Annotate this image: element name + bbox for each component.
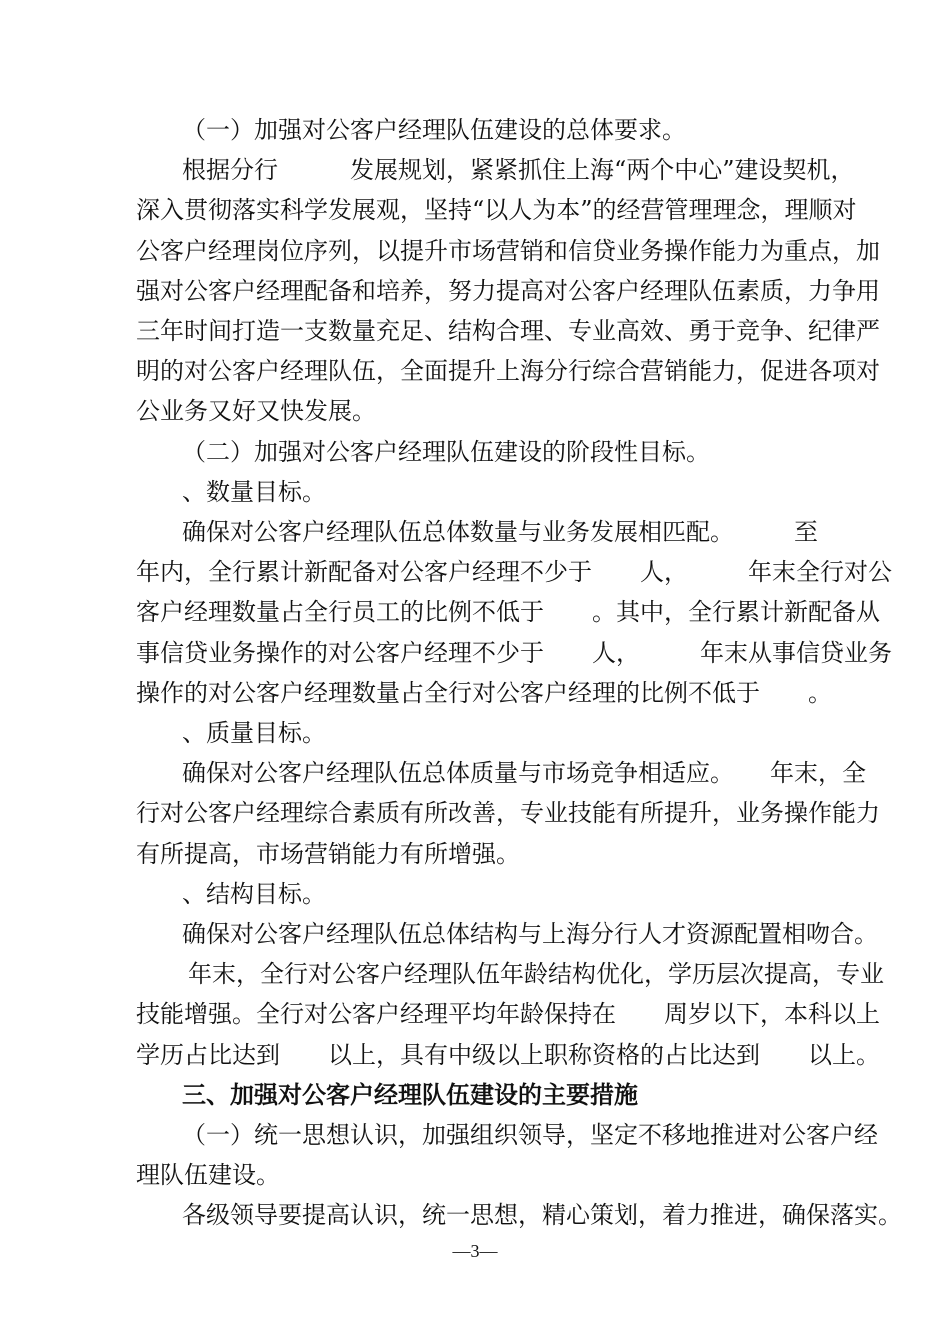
- text-line-20: 、结构目标。: [182, 879, 326, 908]
- text-line-24: 学历占比达到 以上，具有中级以上职称资格的占比达到 以上。: [136, 1040, 880, 1069]
- text-line-1: （一）加强对公客户经理队伍建设的总体要求。: [182, 116, 686, 144]
- text-line-16: 、质量目标。: [182, 719, 326, 747]
- text-line-5: 强对公客户经理配备和培养，努力提高对公客户经理队伍素质，力争用: [136, 276, 880, 305]
- text-line-14: 事信贷业务操作的对公客户经理不少于 人， 年末从事信贷业务: [136, 638, 892, 667]
- text-line-17: 确保对公客户经理队伍总体质量与市场竞争相适应。 年末，全: [182, 759, 866, 788]
- text-line-21: 确保对公客户经理队伍总体结构与上海分行人才资源配置相吻合。: [182, 920, 878, 948]
- text-line-7: 明的对公客户经理队伍，全面提升上海分行综合营销能力，促进各项对: [136, 357, 880, 386]
- text-line-3: 深入贯彻落实科学发展观，坚持“以人为本”的经营管理理念，理顺对: [136, 196, 857, 225]
- page-number: —3—: [452, 1241, 498, 1261]
- text-line-6: 三年时间打造一支数量充足、结构合理、专业高效、勇于竞争、纪律严: [136, 317, 880, 345]
- text-line-8: 公业务又好又快发展。: [136, 397, 376, 426]
- text-line-19: 有所提高，市场营销能力有所增强。: [136, 839, 520, 868]
- text-line-27: 理队伍建设。: [136, 1161, 280, 1190]
- text-line-28: 各级领导要提高认识，统一思想，精心策划，着力推进，确保落实。: [182, 1201, 902, 1230]
- text-line-26: （一）统一思想认识，加强组织领导，坚定不移地推进对公客户经: [182, 1121, 878, 1149]
- text-line-22: 年末，全行对公客户经理队伍年龄结构优化，学历层次提高，专业: [188, 960, 884, 989]
- text-line-13: 客户经理数量占全行员工的比例不低于 。其中，全行累计新配备从: [136, 598, 880, 627]
- text-line-12: 年内，全行累计新配备对公客户经理不少于 人， 年末全行对公: [136, 558, 892, 587]
- text-line-10: 、数量目标。: [182, 477, 326, 506]
- text-line-9: （二）加强对公客户经理队伍建设的阶段性目标。: [182, 437, 710, 466]
- text-line-4: 公客户经理岗位序列，以提升市场营销和信贷业务操作能力为重点，加: [136, 236, 880, 265]
- text-line-11: 确保对公客户经理队伍总体数量与业务发展相匹配。 至: [182, 518, 818, 546]
- text-line-18: 行对公客户经理综合素质有所改善，专业技能有所提升，业务操作能力: [136, 799, 880, 828]
- section-heading: 三、加强对公客户经理队伍建设的主要措施: [182, 1079, 638, 1109]
- text-line-15: 操作的对公客户经理数量占全行对公客户经理的比例不低于 。: [136, 678, 832, 707]
- text-line-23: 技能增强。全行对公客户经理平均年龄保持在 周岁以下，本科以上: [136, 1000, 880, 1029]
- text-line-2: 根据分行 发展规划，紧紧抓住上海“两个中心”建设契机，: [182, 156, 855, 185]
